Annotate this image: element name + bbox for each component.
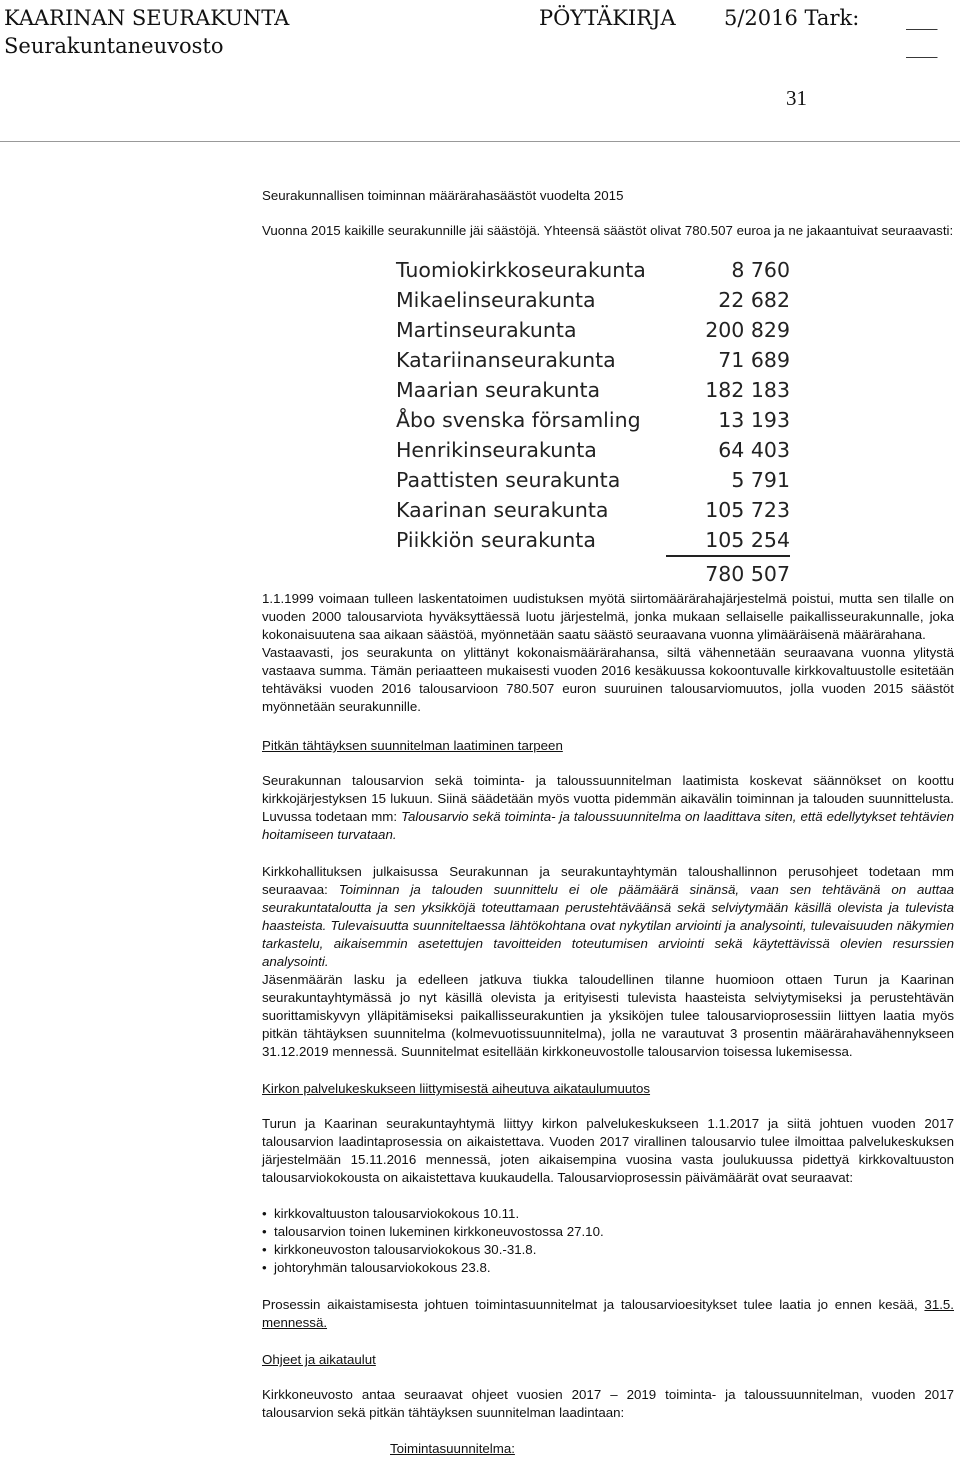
savings-table <box>396 258 796 586</box>
table-row <box>396 408 796 438</box>
savings-amount: 71 689 <box>718 348 790 372</box>
date-list <box>262 1205 954 1277</box>
table-row <box>396 288 796 318</box>
table-row <box>396 528 796 558</box>
savings-amount: 8 760 <box>731 258 790 282</box>
list-item: • kirkkoneuvoston talousarviokokous 30.-31.8. <box>262 1241 954 1259</box>
list-item: • johtoryhmän talousarviokokous 23.8. <box>262 1259 954 1277</box>
deadline: 31.5. mennessä. <box>262 1297 954 1330</box>
org-name: KAARINAN SEURAKUNTA <box>4 6 290 30</box>
paragraph: Vuonna 2015 kaikille seurakunnille jäi säästöjä. Yhteensä säästöt olivat 780.507 euroa ja ne jakaantuivat seuraavasti: <box>262 223 954 238</box>
parish-name: Kaarinan seurakunta <box>396 498 609 522</box>
table-row <box>396 468 796 498</box>
savings-amount: 182 183 <box>705 378 790 402</box>
savings-amount: 64 403 <box>718 438 790 462</box>
paragraph: 1.1.1999 voimaan tulleen laskentatoimen uudistuksen myötä siirtomäärärahajärjestelmä poistui, mutta sen tilalle on vuoden 2000 talousarviota hyväksyttäessä luotu järjestelmä, jonka mukaan sellaiselle paikallisseurakunnalle, joka kokonaisuutena saa aikaan säästöä, myönnetään saatu säästö seuraavana vuonna ylimääräisenä määrärahana. <box>262 591 954 642</box>
signature-line: ___ <box>906 34 938 58</box>
section-title: Kirkon palvelukeskukseen liittymisestä aiheutuva aikataulumuutos <box>262 1081 651 1096</box>
body-name: Seurakuntaneuvosto <box>4 34 224 58</box>
paragraph: Kirkkoneuvosto antaa seuraavat ohjeet vuosien 2017 – 2019 toiminta- ja taloussuunnitelman, vuoden 2017 talousarvion sekä pitkän tähtäyksen suunnitelman laadintaan: <box>262 1387 954 1420</box>
parish-name: Martinseurakunta <box>396 318 577 342</box>
parish-name: Tuomiokirkkoseurakunta <box>396 258 646 282</box>
parish-name: Paattisten seurakunta <box>396 468 621 492</box>
paragraph: Kirkkohallituksen julkaisussa Seurakunnan ja seurakuntayhtymän taloushallinnon perusohjeet todetaan mm seuraavaa: Toiminnan ja talouden suunnittelu ei ole päämäärä sinänsä, vaan sen tehtävänä on auttaa seurakuntataloutta ja sen yksikköjä toteuttamaan perustehtäväänsä sekä selviytymään käsillä olevista ja tulevista haasteista. Tulevaisuutta suunniteltaessa lähtökohtana ovat nykytilan arviointi ja analysointi, tulevaisuuden näkymien tarkastelu, aikaisemmin asetettujen tavoitteiden toteutumisen arviointi sekä käytettävissä olevien resurssien analysointi. <box>262 864 955 969</box>
page-number: 31 <box>786 86 807 110</box>
quote: Talousarvio sekä toiminta- ja taloussuunnitelma on laadittava siten, että edellytykset tehtävien hoitamiseen turvataan. <box>262 809 955 842</box>
quote: Toiminnan ja talouden suunnittelu ei ole päämäärä sinänsä, vaan sen tehtävänä on auttaa seurakuntataloutta ja sen yksikköjä toteuttamaan perustehtäväänsä sekä selviytymään käsillä olevista ja tulevista haasteista. Tulevaisuutta suunniteltaessa lähtökohtana ovat nykytilan arviointi ja analysointi, tulevaisuuden näkymien tarkastelu, aikaisemmin asetettujen tavoitteiden toteutumisen arviointi sekä käytettävissä olevien resurssien analysointi. <box>262 882 955 969</box>
paragraph: Prosessin aikaistamisesta johtuen toimintasuunnitelmat ja talousarvioesitykset tulee laatia jo ennen kesää, 31.5. mennessä. <box>262 1297 954 1330</box>
table-row <box>396 258 796 288</box>
savings-amount: 105 254 <box>705 528 790 552</box>
paragraph: Seurakunnan talousarvion sekä toiminta- ja taloussuunnitelman laatimista koskevat säännökset on koottu kirkkojärjestyksen 15 lukuun. Siinä säädetään myös vuotta pidemmän aikavälin toiminnan ja talouden suunnittelusta. Luvussa todetaan mm: Talousarvio sekä toiminta- ja taloussuunnitelma on laadittava siten, että edellytykset tehtävien hoitamiseen turvataan. <box>262 773 955 842</box>
savings-amount: 105 723 <box>705 498 790 522</box>
savings-amount: 200 829 <box>705 318 790 342</box>
table-row <box>396 438 796 468</box>
document-type: PÖYTÄKIRJA <box>539 6 676 30</box>
section-title: Seurakunnallisen toiminnan määrärahasäästöt vuodelta 2015 <box>262 188 624 203</box>
list-item: • talousarvion toinen lukeminen kirkkoneuvostossa 27.10. <box>262 1223 954 1241</box>
parish-name: Piikkiön seurakunta <box>396 528 596 552</box>
section-title: Ohjeet ja aikataulut <box>262 1352 376 1367</box>
table-row <box>396 318 796 348</box>
header-divider <box>0 141 960 142</box>
table-row <box>396 498 796 528</box>
savings-total: 780 507 <box>705 562 790 586</box>
savings-amount: 13 193 <box>718 408 790 432</box>
document-number: 5/2016 Tark: <box>724 6 860 30</box>
sum-rule <box>666 555 790 557</box>
savings-amount: 5 791 <box>731 468 790 492</box>
savings-amount: 22 682 <box>718 288 790 312</box>
paragraph: Jäsenmäärän lasku ja edelleen jatkuva tiukka taloudellinen tilanne huomioon ottaen Turun ja Kaarinan seurakuntayhtymässä jo nyt käsillä olevista ja erityisesti tulevista haasteista selviytymiseksi ja perustehtävän suorittamiskyvyn ylläpitämiseksi paikallisseurakuntien ja yksiköjen tulee talousarvioprosessiin liittyen laatia myös pitkän tähtäyksen suunnitelma (kolmevuotissuunnitelma), jolla ne varautuvat 3 prosentin määrärahavähennykseen 31.12.2019 mennessä. Suunnitelmat esitellään kirkkoneuvostolle talousarvion toisessa lukemisessa. <box>262 972 954 1059</box>
parish-name: Maarian seurakunta <box>396 378 601 402</box>
parish-name: Henrikinseurakunta <box>396 438 597 462</box>
parish-name: Mikaelinseurakunta <box>396 288 596 312</box>
table-row <box>396 378 796 408</box>
paragraph: Vastaavasti, jos seurakunta on ylittänyt kokonaismäärärahansa, siltä vähennetään seuraavana vuonna ylitystä vastaava summa. Tämän periaatteen mukaisesti vuoden 2016 kesäkuussa kokoontuvalle kirkkovaltuustolle esitetään tehtäväksi vuoden 2016 talousarvioon 780.507 euron suuruinen talousarviomuutos, jolla vuoden 2015 säästöt myönnetään seurakunnille. <box>262 645 954 714</box>
parish-name: Åbo svenska församling <box>396 408 641 432</box>
signature-line: ___ <box>906 6 938 30</box>
parish-name: Katariinanseurakunta <box>396 348 616 372</box>
list-item: • kirkkovaltuuston talousarviokokous 10.11. <box>262 1205 954 1223</box>
subsection-title: Toimintasuunnitelma: <box>390 1441 515 1456</box>
paragraph: Turun ja Kaarinan seurakuntayhtymä liittyy kirkon palvelukeskukseen 1.1.2017 ja siitä johtuen vuoden 2017 talousarvion laadintaprosessia on aikaistettava. Vuoden 2017 virallinen talousarvio tulee ilmoittaa palvelukeskuksen järjestelmään 15.11.2016 mennessä, joten aikaisempina vuosina vasta joulukuussa pidettyä kirkkovaltuuston talousarviokokousta on aikaistettava kuukaudella. Talousarvioprosessin päivämäärät ovat seuraavat: <box>262 1116 954 1185</box>
page-header <box>0 4 960 60</box>
table-row <box>396 348 796 378</box>
section-title: Pitkän tähtäyksen suunnitelman laatiminen tarpeen <box>262 738 563 753</box>
